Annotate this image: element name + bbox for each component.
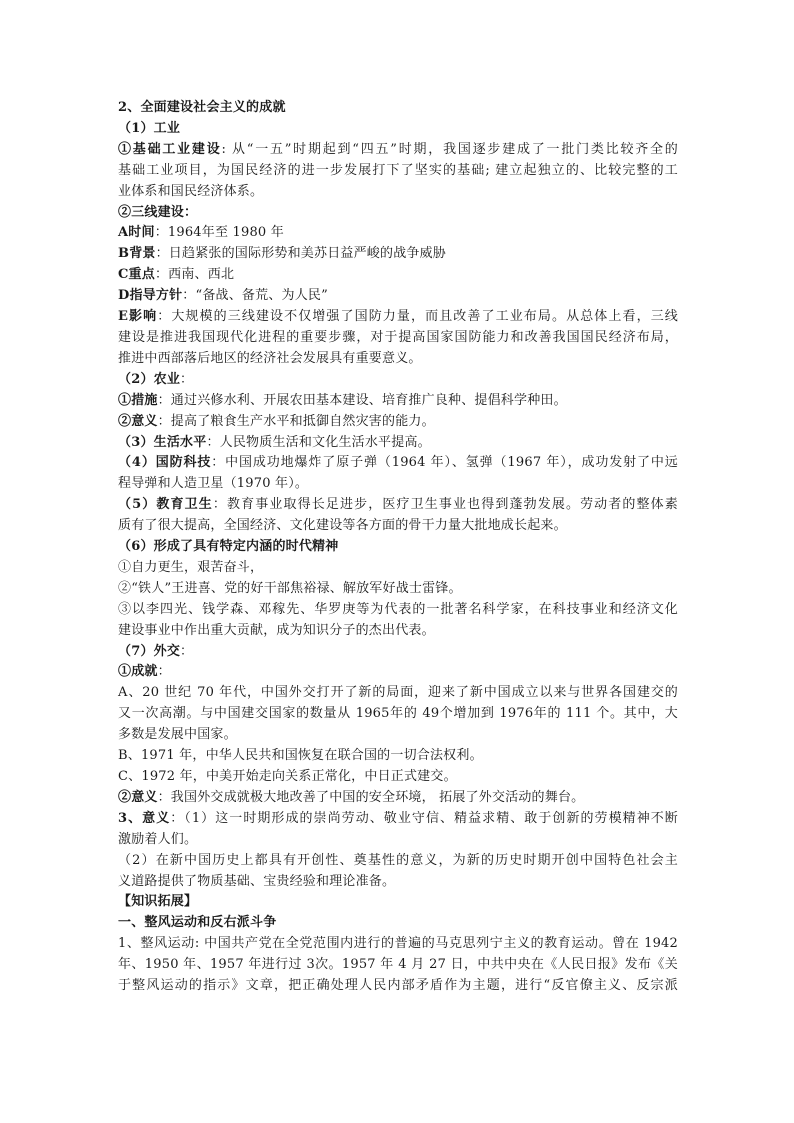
extension-p1-line-3: 于整风运动的指示》文章，把正确处理人民内部矛盾作为主题，进行“反官僚主义、反宗派 [118, 978, 678, 994]
third-front-impact-line-3: 推进中西部落后地区的经济社会发展具有重要意义。 [118, 350, 422, 366]
spirit-title: （6）形成了具有特定内涵的时代精神 [118, 539, 339, 555]
diplomacy-title-tail: ： [180, 643, 194, 659]
section-heading: 2、全面建设社会主义的成就 [118, 100, 286, 115]
significance-text: ：（1）这一时期形成的崇尚劳动、敬业守信、精益求精、敢于创新的劳模精神不断 [170, 810, 678, 826]
agriculture-title-tail: ： [180, 371, 194, 387]
agriculture-measures [118, 391, 678, 412]
third-front-time [118, 223, 678, 244]
diplomacy-a-line-3: 多数是发展中国家。 [118, 727, 237, 743]
time-text: ：1964年至 1980 年 [154, 225, 284, 241]
diplomacy-a-line-1: A、20 世纪 70 年代，中国外交打开了新的局面，迎来了新中国成立以来与世界各国建交的 [118, 685, 678, 701]
education-line-2: 质有了很大提高，全国经济、文化建设等各方面的骨干力量大批地成长起来。 [118, 518, 567, 534]
focus-label: C重点 [118, 267, 155, 283]
significance-line-1 [118, 809, 678, 830]
background-label: B背景 [118, 246, 156, 262]
extension-p1-line-1: 1、整风运动: 中国共产党在全党范围内进行的普遍的马克思列宁主义的教育运动。曾在 1942 [118, 936, 678, 952]
diplomacy-a-line-2: 又一次高潮。与中国建交国家的数量从 1965年的 49个增加到 1976年的 111 个。其中，大 [118, 706, 678, 722]
diplomacy-title: （7）外交 [118, 643, 181, 659]
basic-industry-line-2: 基础工业项目，为国民经济的进一步发展打下了坚实的基础; 建立起独立的、比较完整的工 [118, 162, 678, 178]
defense-line-1 [118, 453, 678, 474]
significance-line-4: 义道路提供了物质基础、宝贵经验和理论准备。 [118, 873, 396, 889]
background-text: ：日趋紧张的国际形势和美苏日益严峻的战争威胁 [155, 246, 446, 262]
diplomacy-b: B、1971 年，中华人民共和国恢复在联合国的一切合法权利。 [118, 748, 483, 764]
spirit-item-2: ②“铁人”王进喜、党的好干部焦裕禄、解放军好战士雷锋。 [118, 580, 462, 596]
basic-industry-line-3: 业体系和国民经济体系。 [118, 183, 264, 199]
dip-meaning-text: ：我国外交成就极大地改善了中国的安全环境， 拓展了外交活动的舞台。 [157, 789, 585, 805]
education-text: ：教育事业取得长足进步，医疗卫生事业也得到蓬勃发展。劳动者的整体素 [212, 497, 678, 513]
third-front-impact-line-2: 建设是推进我国现代化进程的重要步骤，对于提高国家国防能力和改善我国国民经济布局， [118, 329, 678, 345]
spirit-item-1: ①自力更生，艰苦奋斗， [118, 559, 264, 575]
extension-p1-line-2: 年、1950 年、1957 年进行过 3次。1957 年 4 月 27 日，中共中央在《人民日报》发布《关 [118, 957, 678, 973]
living-standard [118, 433, 678, 454]
spirit-item-3-line-2: 建设事业中作出重大贡献，成为知识分子的杰出代表。 [118, 622, 435, 638]
industry-title: （1）工业 [118, 120, 181, 136]
defense-label: （4）国防科技 [118, 455, 212, 471]
agri-meaning-label: ②意义 [118, 413, 158, 429]
policy-label: D指导方针 [118, 288, 183, 304]
dip-meaning-label: ②意义 [118, 789, 158, 805]
third-front-policy [118, 286, 678, 307]
defense-line-2: 程导弹和人造卫星（1970 年）。 [118, 476, 309, 492]
living-label: （3）生活水平 [118, 434, 207, 450]
significance-line-2: 激励着人们。 [118, 831, 198, 847]
agriculture-title-line [118, 370, 678, 391]
third-front-background [118, 244, 678, 265]
agriculture-meaning [118, 412, 678, 433]
agriculture-title: （2）农业 [118, 371, 181, 387]
diplomacy-meaning [118, 788, 678, 809]
third-front-focus [118, 265, 678, 286]
extension-title: 【知识拓展】 [118, 894, 198, 910]
third-front-title: ②三线建设： [118, 204, 198, 220]
education-label: （5）教育卫生 [118, 497, 213, 513]
agri-meaning-text: ：提高了粮食生产水平和抵御自然灾害的能力。 [157, 413, 435, 429]
measures-label: ①措施 [118, 392, 158, 408]
basic-industry-label: ①基础工业建设 [118, 141, 222, 157]
impact-label: E影响 [118, 309, 158, 325]
focus-text: ：西南、西北 [154, 267, 235, 283]
significance-label: 3、意义 [118, 810, 171, 826]
diplomacy-title-line [118, 642, 678, 663]
defense-text: ：中国成功地爆炸了原子弹（1964 年）、氢弹（1967 年），成功发射了中远 [211, 455, 678, 471]
achieve-label: ①成就 [118, 664, 158, 680]
measures-text: ：通过兴修水利、开展农田基本建设、培育推广良种、提倡科学种田。 [157, 392, 567, 408]
spirit-item-3-line-1: ③以李四光、钱学森、邓稼先、华罗庚等为代表的一批著名科学家，在科技事业和经济文化 [118, 601, 678, 617]
document-page [118, 98, 678, 997]
time-label: A时间 [118, 225, 155, 241]
extension-section-title: 一、整风运动和反右派斗争 [118, 915, 277, 931]
impact-text: ：大规模的三线建设不仅增强了国防力量，而且改善了工业布局。从总体上看，三线 [157, 309, 678, 325]
diplomacy-c: C、1972 年，中美开始走向关系正常化，中日正式建交。 [118, 769, 457, 784]
education-line-1 [118, 495, 678, 516]
third-front-impact-line-1 [118, 307, 678, 328]
basic-industry-line-1 [118, 140, 678, 161]
significance-line-3: （2）在新中国历史上都具有开创性、奠基性的意义，为新的历史时期开创中国特色社会主 [118, 852, 678, 868]
basic-industry-text: : 从“一五”时期起到“四五”时期，我国逐步建成了一批门类比较齐全的 [221, 141, 678, 157]
achieve-tail: ： [157, 664, 171, 680]
diplomacy-achieve-line [118, 662, 678, 683]
policy-text: ：“备战、备荒、为人民” [182, 288, 328, 304]
living-text: ：人民物质生活和文化生活水平提高。 [206, 434, 431, 450]
